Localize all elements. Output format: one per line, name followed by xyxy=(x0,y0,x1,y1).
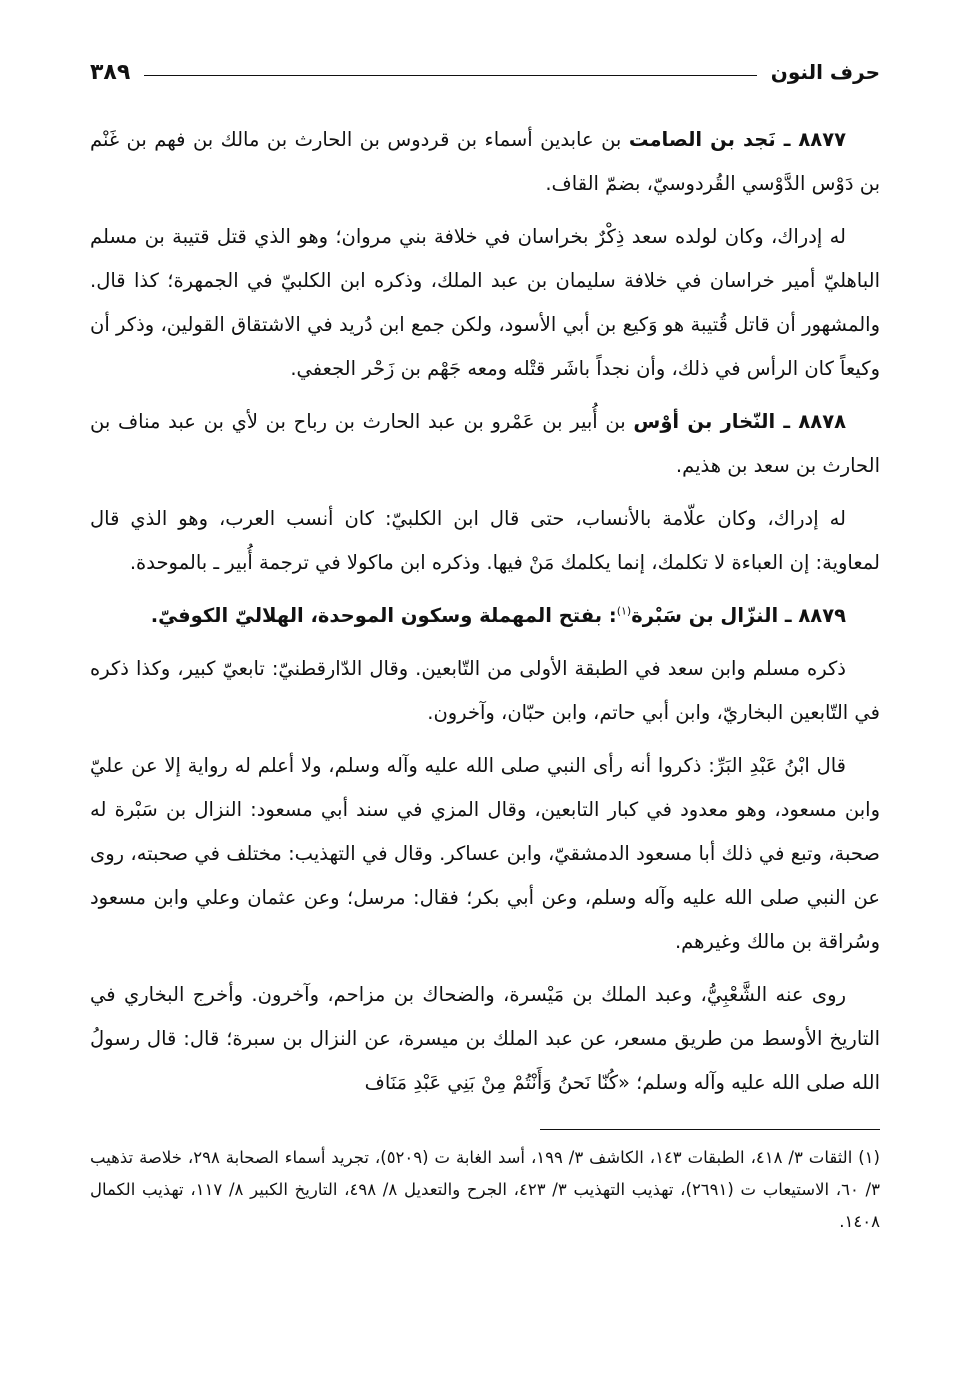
entry-paragraph: روى عنه الشَّعْبِيُّ، وعبد الملك بن مَيْسرة، والضحاك بن مزاحم، وآخرون. وأخرج البخاري في التاريخ الأوسط من طريق مسعر، عن عبد الملك بن ميسرة، عن النزال بن سبرة؛ قال: قال رسولُ الله صلى الله عليه وآله وسلم؛ «كُنّا نَحنُ وَأَنْتُمْ مِنْ بَنِي عَبْدِ مَنَاف xyxy=(90,983,880,1094)
footnote-marker[interactable]: (١) xyxy=(616,604,632,618)
entry-lineage: بن أُبير بن عَمْرو بن عبد الحارث بن رباح بن لأي بن عبد مناف بن الحارث بن سعد بن هذيم. xyxy=(90,410,880,477)
entry-lineage: بن عابدين أسماء بن قردوس بن الحارث بن مالك بن فهم بن غَنْم بن دَوْس الدَّوْسي القُردوسيّ، بضمّ القاف. xyxy=(90,128,880,195)
entry-number: ٨٨٧٩ xyxy=(798,604,846,627)
entry-dash: ـ xyxy=(775,128,799,151)
footnote-separator xyxy=(540,1129,880,1130)
entry-name: النّخار بن أوْس xyxy=(633,410,776,433)
entry-name: النزّال بن سَبْرة xyxy=(631,604,779,627)
entry-paragraph: له إدراك، وكان لولده سعد ذِكْرٌ بخراسان في خلافة بني مروان؛ وهو الذي قتل قتيبة بن مسلم الباهليّ أمير خراسان في خلافة سليمان بن عبد الملك، وذكره ابن الكلبيّ في الجمهرة؛ كذا قال. والمشهور أن قاتل قُتيبة هو وَكيع بن أبي الأسود، ولكن جمع ابن دُريد في الاشتقاق القولين، وذكر أن وكيعاً كان الرأس في ذلك، وأن نجداً باشَر قتْله ومعه جَهْم بن زَحْر الجعفي. xyxy=(90,225,880,380)
entry-paragraph: ذكره مسلم وابن سعد في الطبقة الأولى من التّابعين. وقال الدّارقطنيّ: تابعيّ كبير، وكذا ذكره في التّابعين البخاريّ، وابن أبي حاتم، وابن حبّان، وآخرون. xyxy=(90,657,880,724)
main-text xyxy=(90,118,880,1105)
entry-name: نَجد بن الصامت xyxy=(628,128,776,151)
footnote-text: (١) الثقات ٣/ ٤١٨، الطبقات ١٤٣، الكاشف ٣/ ١٩٩، أسد الغابة ت (٥٢٠٩)، تجريد أسماء الصحابة ٢٩٨، خلاصة تذهيب ٣/ ٦٠، الاستيعاب ت (٢٦٩١)، تهذيب التهذيب ٣/ ٤٢٣، الجرح والتعديل ٨/ ٤٩٨، التاريخ الكبير ٨/ ١١٧، تهذيب الكمال ١٤٠٨. xyxy=(90,1148,880,1231)
entry-dash: ـ xyxy=(778,604,799,627)
entry-paragraph: قال ابْنُ عَبْدِ البَرِّ: ذكروا أنه رأى النبي صلى الله عليه وآله وسلم، ولا أعلم له رواية إلا عن عليّ وابن مسعود، وهو معدود في كبار التابعين، وقال المزي في سند أبي مسعود: النزال بن سَبْرة له صحبة، وتبع في ذلك أبا مسعود الدمشقيّ، وابن عساكر. وقال في التهذيب: مختلف في صحبته، روى عن النبي صلى الله عليه وآله وسلم، وعن أبي بكر؛ فقال: مرسل؛ وعن عثمان وعلي وابن مسعود وسُراقة بن مالك وغيرهم. xyxy=(90,754,880,953)
entry-number: ٨٨٧٨ xyxy=(798,410,846,433)
entry-heading-paragraph xyxy=(90,118,880,206)
book-page xyxy=(90,52,880,1238)
running-header xyxy=(90,52,880,92)
page-number: ٣٨٩ xyxy=(90,59,131,85)
entry-dash: ـ xyxy=(775,410,799,433)
entry-heading-paragraph xyxy=(90,400,880,488)
entry-number: ٨٨٧٧ xyxy=(798,128,846,151)
entry-heading-paragraph xyxy=(90,594,880,638)
entry-lineage: : بفتح المهملة وسكون الموحدة، الهلاليّ الكوفيّ. xyxy=(150,604,617,627)
header-rule xyxy=(144,75,757,76)
section-title: حرف النون xyxy=(770,60,880,84)
entry-paragraph: له إدراك، وكان علّامة بالأنساب، حتى قال ابن الكلبيّ: كان أنسب العرب، وهو الذي قال لمعاوية: إن العباءة لا تكلمك، إنما يكلمك مَنْ فيها. وذكره ابن ماكولا في ترجمة أُبير ـ بالموحدة. xyxy=(90,507,880,574)
